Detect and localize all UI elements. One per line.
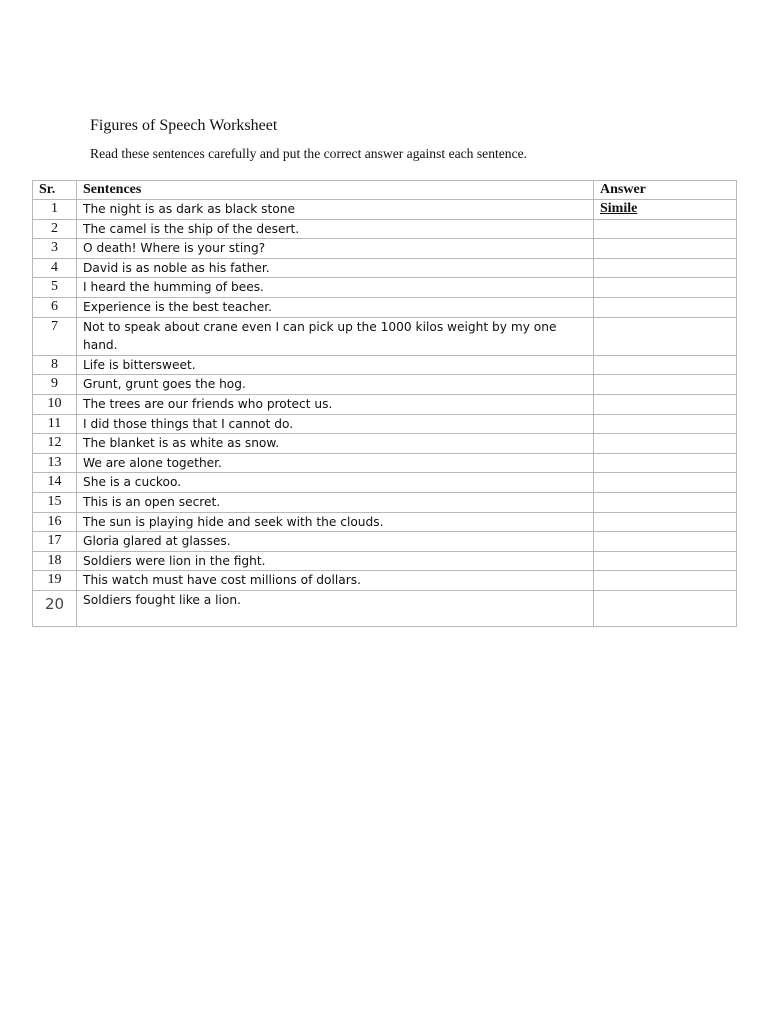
row-number: 16 (33, 512, 77, 532)
row-answer-field[interactable] (594, 297, 737, 317)
row-number: 15 (33, 492, 77, 512)
row-number: 12 (33, 434, 77, 454)
table-row (33, 512, 737, 532)
column-header-sr: Sr. (33, 181, 77, 200)
row-sentence: I did those things that I cannot do. (77, 414, 594, 434)
row-number: 4 (33, 258, 77, 278)
row-answer-field[interactable] (594, 434, 737, 454)
row-number: 14 (33, 473, 77, 493)
row-number: 11 (33, 414, 77, 434)
table-header-row (33, 181, 737, 200)
row-sentence: Not to speak about crane even I can pick up the 1000 kilos weight by my one hand. (77, 317, 594, 355)
row-sentence: She is a cuckoo. (77, 473, 594, 493)
row-sentence: The sun is playing hide and seek with the clouds. (77, 512, 594, 532)
row-answer-field[interactable]: Simile (594, 200, 737, 220)
column-header-sentences: Sentences (77, 181, 594, 200)
row-sentence: The camel is the ship of the desert. (77, 219, 594, 239)
worksheet-table (32, 180, 737, 627)
row-sentence: This watch must have cost millions of dollars. (77, 571, 594, 591)
row-number: 3 (33, 239, 77, 259)
row-number: 10 (33, 394, 77, 414)
row-sentence: The night is as dark as black stone (77, 200, 594, 220)
table-row (33, 473, 737, 493)
row-number: 19 (33, 571, 77, 591)
table-row (33, 551, 737, 571)
row-answer-field[interactable] (594, 355, 737, 375)
row-number: 2 (33, 219, 77, 239)
row-answer-field[interactable] (594, 590, 737, 626)
row-answer-field[interactable] (594, 375, 737, 395)
table-row (33, 590, 737, 626)
row-answer-field[interactable] (594, 492, 737, 512)
table-row (33, 453, 737, 473)
table-row (33, 434, 737, 454)
row-sentence: We are alone together. (77, 453, 594, 473)
row-answer-field[interactable] (594, 394, 737, 414)
instructions-text: Read these sentences carefully and put the correct answer against each sentence. (90, 146, 528, 161)
table-row (33, 219, 737, 239)
row-number: 9 (33, 375, 77, 395)
table-row (33, 532, 737, 552)
table-row (33, 278, 737, 298)
row-sentence: Soldiers were lion in the fight. (77, 551, 594, 571)
row-answer-field[interactable] (594, 278, 737, 298)
page-title: Figures of Speech Worksheet (90, 117, 278, 134)
row-answer-field[interactable] (594, 453, 737, 473)
row-answer-field[interactable] (594, 551, 737, 571)
row-number: 7 (33, 317, 77, 355)
table-row (33, 375, 737, 395)
row-sentence: The blanket is as white as snow. (77, 434, 594, 454)
row-sentence: David is as noble as his father. (77, 258, 594, 278)
row-answer-field[interactable] (594, 239, 737, 259)
row-sentence: Soldiers fought like a lion. (77, 590, 594, 626)
row-sentence: Gloria glared at glasses. (77, 532, 594, 552)
table-row (33, 297, 737, 317)
row-sentence: This is an open secret. (77, 492, 594, 512)
table-row (33, 414, 737, 434)
table-row (33, 239, 737, 259)
row-sentence: Life is bittersweet. (77, 355, 594, 375)
row-sentence: The trees are our friends who protect us. (77, 394, 594, 414)
row-answer-field[interactable] (594, 532, 737, 552)
row-answer-field[interactable] (594, 414, 737, 434)
table-row (33, 200, 737, 220)
row-sentence: Grunt, grunt goes the hog. (77, 375, 594, 395)
row-number: 18 (33, 551, 77, 571)
table-row (33, 317, 737, 355)
row-sentence: Experience is the best teacher. (77, 297, 594, 317)
row-answer-field[interactable] (594, 317, 737, 355)
table-row (33, 355, 737, 375)
row-answer-field[interactable] (594, 219, 737, 239)
table-row (33, 492, 737, 512)
table-row (33, 258, 737, 278)
row-number: 8 (33, 355, 77, 375)
row-number: 1 (33, 200, 77, 220)
row-number: 6 (33, 297, 77, 317)
table-row (33, 571, 737, 591)
column-header-answer: Answer (594, 181, 737, 200)
row-number: 20 (33, 590, 77, 626)
row-answer-field[interactable] (594, 571, 737, 591)
row-sentence: O death! Where is your sting? (77, 239, 594, 259)
table-row (33, 394, 737, 414)
row-answer-field[interactable] (594, 512, 737, 532)
row-answer-field[interactable] (594, 258, 737, 278)
row-number: 5 (33, 278, 77, 298)
row-answer-field[interactable] (594, 473, 737, 493)
row-number: 17 (33, 532, 77, 552)
row-number: 13 (33, 453, 77, 473)
row-sentence: I heard the humming of bees. (77, 278, 594, 298)
